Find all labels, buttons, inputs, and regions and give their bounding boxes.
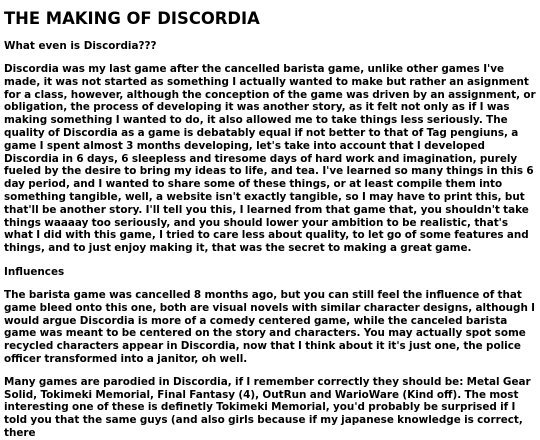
paragraph-influences-barista: The barista game was cancelled 8 months ago, but you can still feel the influence of that game bleed onto this one, both are visual novels with similar character designs, although I would argue Discordia is more of a comedy centered game, while the canceled barista game was meant to be centered on the story and characters. You may actually spot some recycled characters appear in Discordia, now that I think about it it's just one, the police officer transformed into a janitor, oh well. [4, 288, 536, 365]
section-heading-influences: Influences [4, 265, 65, 278]
paragraph-influences-parodies: Many games are parodied in Discordia, if I remember correctly they should be: Metal Gear Solid, Tokimeki Memorial, Final Fantasy (4), OutRun and WarioWare (Kind off). The most interesting one of these is definetly Tokimeki Memorial, you'd probably be surprised if I told you that the same guys (and also girls because if my japanese knowledge is correct, there [4, 375, 531, 439]
paragraph-intro: Discordia was my last game after the cancelled barista game, unlike other games I've made, it was not started as something I actually wanted to make but rather an asignment for a class, however, although the conception of the game was driven by an assignment, or obligation, the process of developing it was another story, as it felt not only as if I was making something I wanted to do, it also allowed me to take things less seriously. The quality of Discordia as a game is debatably equal if not better to that of Tag pengiuns, a game I spent almost 3 months developing, let's take into account that I developed Discordia in 6 days, 6 sleepless and tiresome days of hard work and imagination, purely fueled by the desire to bring my ideas to life, and tea. I've learned so many things in this 6 day period, and I wanted to share some of these things, or at least compile them into something tangible, well, a website isn't exactly tangible, so I may have to print this, but that'll be another story. I'll tell you this, I learned from that game that, you shouldn't take things waaaay too seriously, and you should lower your ambition to be realistic, that's what I did with this game, I tried to care less about quality, to let go of some features and things, and to just enjoy making it, that was the secret to making a great game. [4, 63, 536, 255]
section-heading-what-is-discordia: What even is Discordia??? [4, 40, 157, 52]
article-title: THE MAKING OF DISCORDIA [4, 9, 260, 28]
